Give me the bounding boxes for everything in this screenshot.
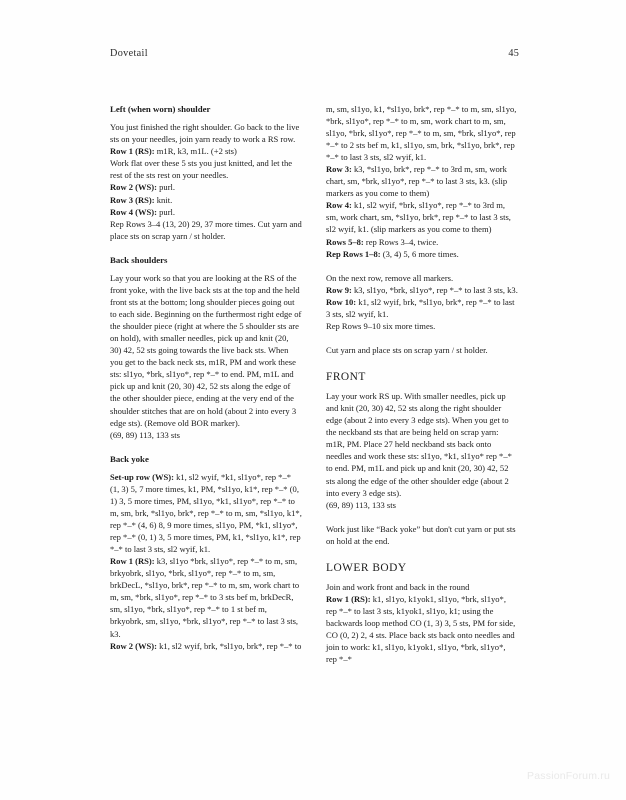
row-1-rs-label: Row 1 (RS): bbox=[110, 146, 155, 157]
row-3-text: k3, *sl1yo, brk*, rep *–* to 3rd m, sm, work chart, sm, *brk, sl1yo*, rep *–* to last 3 sts, k3. (slip markers as you come to them) bbox=[326, 164, 508, 199]
paragraph-work-flat: Work flat over these 5 sts you just knitted, and let the rest of the sts rest on your needles. bbox=[110, 158, 293, 181]
row-1-rs-text: m1R, k3, m1L. (+2 sts) bbox=[154, 146, 237, 157]
heading-back-shoulders: Back shoulders bbox=[110, 254, 168, 265]
row-4-label: Row 4: bbox=[326, 200, 352, 211]
back-yoke-row-1-rs-text: k3, sl1yo *brk, sl1yo*, rep *–* to m, sm, brkyobrk, sl1yo, *brk, sl1yo*, rep *–* to m, sm, brkDecL, *sl1yo, brk*, rep *–* to m, sm, work chart to m, sm, *brk, sl1yo*, rep *–* to 3 sts bef m, brkDecR, sm, sl1yo, *brk, sl1yo*, rep *–* to 1 st bef m, brkyobrk, sm, sl1yo, *brk, sl1yo*, rep *–* to last 3 sts, k3. bbox=[110, 556, 300, 639]
right-column bbox=[326, 103, 518, 665]
row-1-rs bbox=[110, 145, 302, 157]
setup-row-ws-label: Set-up row (WS): bbox=[110, 471, 174, 482]
row-2-ws-text: purl. bbox=[157, 182, 176, 193]
lower-body-row-1-rs-label: Row 1 (RS): bbox=[326, 594, 371, 605]
back-shoulders-stitch-count: (69, 89) 113, 133 sts bbox=[110, 429, 180, 440]
row-9-text: k3, sl1yo, *brk, sl1yo*, rep *–* to last 3 sts, k3. bbox=[351, 284, 518, 295]
setup-row-ws-text: k1, sl2 wyif, *k1, sl1yo*, rep *–* (1, 3) 5, 7 more times, k1, PM, *sl1yo, k1*, rep *–* (0, 1) 3, 5 more times, PM, sl1yo, *k1, sl1yo*, rep *–* to m, sm, brk, *sl1yo, brk*, rep *–* to m, sm, *sl1yo, k1*, rep *–* (4, 6) 8, 9 more times, sl1yo, PM, *k1, sl1yo*, rep *–* (0, 1) 3, 5 more times, PM, k1, *sl1yo, k1*, rep *–* to last 3 sts, sl2 wyif, k1. bbox=[110, 471, 302, 555]
paragraph-front-note: Work just like “Back yoke” but don't cut yarn or put sts on hold at the end. bbox=[326, 523, 516, 546]
back-yoke-row-2-ws-label: Row 2 (WS): bbox=[110, 640, 158, 651]
row-10 bbox=[326, 296, 518, 320]
watermark: PassionForum.ru bbox=[527, 770, 610, 782]
paragraph-rep-rows-9-10: Rep Rows 9–10 six more times. bbox=[326, 320, 436, 331]
rows-5-8-label: Rows 5–8: bbox=[326, 236, 364, 247]
lower-body-row-1-rs bbox=[326, 593, 518, 665]
paragraph-front: Lay your work RS up. With smaller needles, pick up and knit (20, 30) 42, 52 sts along the right shoulder edge (about 2 into every 3 edge sts). When you get to the neckband sts that are being held on scrap yarn: m1R, PM. Place 27 held neckband sts back onto needles and work these sts: sl1yo, *k1, sl1yo* rep *–* to end. PM, m1L and pick up and knit (20, 30) 42, 52 sts along the edge of the other shoulder edge (about 2 into every 3 edge sts). bbox=[326, 391, 512, 498]
paragraph-lower-body-intro: Join and work front and back in the round bbox=[326, 581, 470, 592]
row-9 bbox=[326, 284, 518, 296]
row-3-rs bbox=[110, 194, 302, 206]
row-4-ws bbox=[110, 206, 302, 218]
row-2-ws bbox=[110, 181, 302, 193]
row-4-ws-label: Row 4 (WS): bbox=[110, 206, 158, 217]
paragraph-row-2-continued: m, sm, sl1yo, k1, *sl1yo, brk*, rep *–* to m, sm, sl1yo, *brk, sl1yo*, rep *–* to m, sm, work chart to m, sm, sl1yo, *brk, sl1yo*, rep *–* to m, sm, *brk, sl1yo*, rep *–* to 2 sts bef m, k1, sl1yo, sm, brk, *sl1yo, brk*, rep *–* to last 3 sts, sl2 wyif, k1. bbox=[326, 104, 517, 163]
row-10-text: k1, sl2 wyif, brk, *sl1yo, brk*, rep *–* to last 3 sts, sl2 wyif, k1. bbox=[326, 296, 515, 319]
heading-lower-body: LOWER BODY bbox=[326, 561, 407, 574]
back-yoke-row-2-ws-text: k1, sl2 wyif, brk, *sl1yo, brk*, rep *–* to bbox=[157, 640, 302, 651]
row-3-label: Row 3: bbox=[326, 164, 352, 175]
running-head: Dovetail bbox=[110, 48, 148, 59]
heading-back-yoke: Back yoke bbox=[110, 453, 149, 464]
paragraph-remove-markers: On the next row, remove all markers. bbox=[326, 272, 454, 283]
paragraph-cut-yarn: Cut yarn and place sts on scrap yarn / st holder. bbox=[326, 344, 488, 355]
paragraph-left-shoulder-intro: You just finished the right shoulder. Go back to the live sts on your needles, join yarn ready to work a RS row. bbox=[110, 122, 300, 145]
front-stitch-count: (69, 89) 113, 133 sts bbox=[326, 499, 396, 510]
row-3-rs-text: knit. bbox=[154, 194, 173, 205]
back-yoke-row-2-ws bbox=[110, 640, 302, 652]
rows-5-8-text: rep Rows 3–4, twice. bbox=[363, 236, 439, 247]
row-3 bbox=[326, 163, 518, 199]
row-4-text: k1, sl2 wyif, *brk, sl1yo*, rep *–* to 3rd m, sm, work chart, sm, *sl1yo, brk*, rep *–* to last 3 sts, sl2 wyif, k1. (slip markers as you come to them) bbox=[326, 200, 511, 235]
rep-rows-1-8 bbox=[326, 248, 518, 260]
row-4 bbox=[326, 199, 518, 235]
heading-front: FRONT bbox=[326, 370, 366, 383]
lower-body-row-1-rs-text: k1, sl1yo, k1yok1, sl1yo, *brk, sl1yo*, rep *–* to last 3 sts, k1yok1, sl1yo, k1; using the backwards loop method CO (1, 3) 3, 5 sts, PM for side, CO (0, 2) 2, 4 sts. Place back sts back onto needles and join to work: k1, sl1yo, k1yok1, sl1yo, *brk, sl1yo*, rep *–* bbox=[326, 594, 516, 665]
page-number: 45 bbox=[508, 48, 519, 59]
rep-rows-1-8-text: (3, 4) 5, 6 more times. bbox=[380, 248, 459, 259]
setup-row-ws bbox=[110, 471, 302, 555]
row-9-label: Row 9: bbox=[326, 284, 352, 295]
paragraph-back-shoulders: Lay your work so that you are looking at the RS of the front yoke, with the live back sts at the top and the held front sts at the bottom; long shoulder pieces going out to each side. Beginning on the furthermost right edge of the shoulder piece (right at where the 5 shoulder sts are on hold), with smaller needles, pick up and knit (20, 30) 42, 52 sts going towards the live back sts. When you get to the back neck sts, m1R, PM and work these sts: sl1yo, *brk, sl1yo*, rep *–* to end. PM, m1L and pick up and knit (20, 30) 42, 52 sts along the edge of the other shoulder piece, ending at the very end of the shoulder stitches that are on hold (about 2 into every 3 edge sts). (Remove old BOR marker). bbox=[110, 272, 302, 428]
back-yoke-row-1-rs-label: Row 1 (RS): bbox=[110, 556, 155, 567]
paragraph-rep-rows-3-4: Rep Rows 3–4 (13, 20) 29, 37 more times. Cut yarn and place sts on scrap yarn / st holder. bbox=[110, 218, 302, 241]
row-4-ws-text: purl. bbox=[157, 206, 176, 217]
left-column bbox=[110, 103, 302, 665]
row-2-ws-label: Row 2 (WS): bbox=[110, 182, 158, 193]
rep-rows-1-8-label: Rep Rows 1–8: bbox=[326, 248, 381, 259]
row-10-label: Row 10: bbox=[326, 296, 357, 307]
back-yoke-row-1-rs bbox=[110, 555, 302, 639]
heading-left-shoulder: Left (when worn) shoulder bbox=[110, 104, 211, 114]
rows-5-8 bbox=[326, 236, 518, 248]
two-column-body bbox=[110, 103, 518, 665]
row-3-rs-label: Row 3 (RS): bbox=[110, 194, 155, 205]
